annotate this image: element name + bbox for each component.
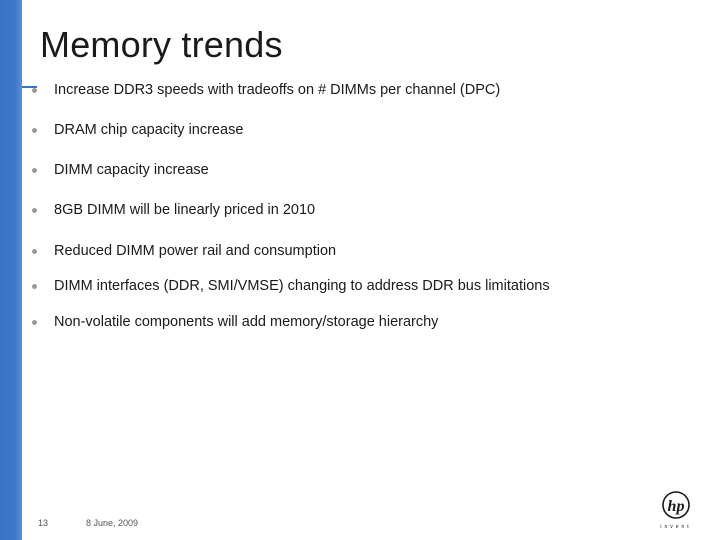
bullet-text: DIMM capacity increase <box>54 162 209 178</box>
bullet-text: Reduced DIMM power rail and consumption <box>54 243 337 259</box>
bullet-text: Non-volatile components will add memory/storage hierarchy <box>54 314 439 330</box>
bullet-text: 8GB DIMM will be linearly priced in 2010 <box>54 202 316 218</box>
bullet-dot-icon <box>32 208 37 213</box>
bullet-dot-icon <box>32 128 37 133</box>
bullet-item <box>32 202 315 218</box>
slide-title: Memory trends <box>40 24 283 65</box>
bullet-text: DIMM interfaces (DDR, SMI/VMSE) changing to address DDR bus limitations <box>54 278 550 294</box>
hp-logo-tagline: invent <box>660 524 692 530</box>
bullet-text: Increase DDR3 speeds with tradeoffs on # DIMMs per channel (DPC) <box>54 82 501 98</box>
bullet-dot-icon <box>32 88 37 93</box>
bullet-dot-icon <box>32 249 37 254</box>
bullet-dot-icon <box>32 168 37 173</box>
hp-logo-text: hp <box>667 498 685 515</box>
left-accent-bar <box>0 0 22 540</box>
bullet-item <box>32 82 500 98</box>
footer-date: 8 June, 2009 <box>86 518 139 528</box>
bullet-item <box>32 314 438 330</box>
bullet-text: DRAM chip capacity increase <box>54 122 244 138</box>
hp-logo-icon <box>656 490 696 530</box>
page-number: 13 <box>38 518 49 528</box>
bullet-dot-icon <box>32 284 37 289</box>
bullet-item <box>32 162 209 178</box>
bullet-item <box>32 122 243 138</box>
bullet-item <box>32 243 336 259</box>
bullet-dot-icon <box>32 320 37 325</box>
bullet-item <box>32 278 550 294</box>
